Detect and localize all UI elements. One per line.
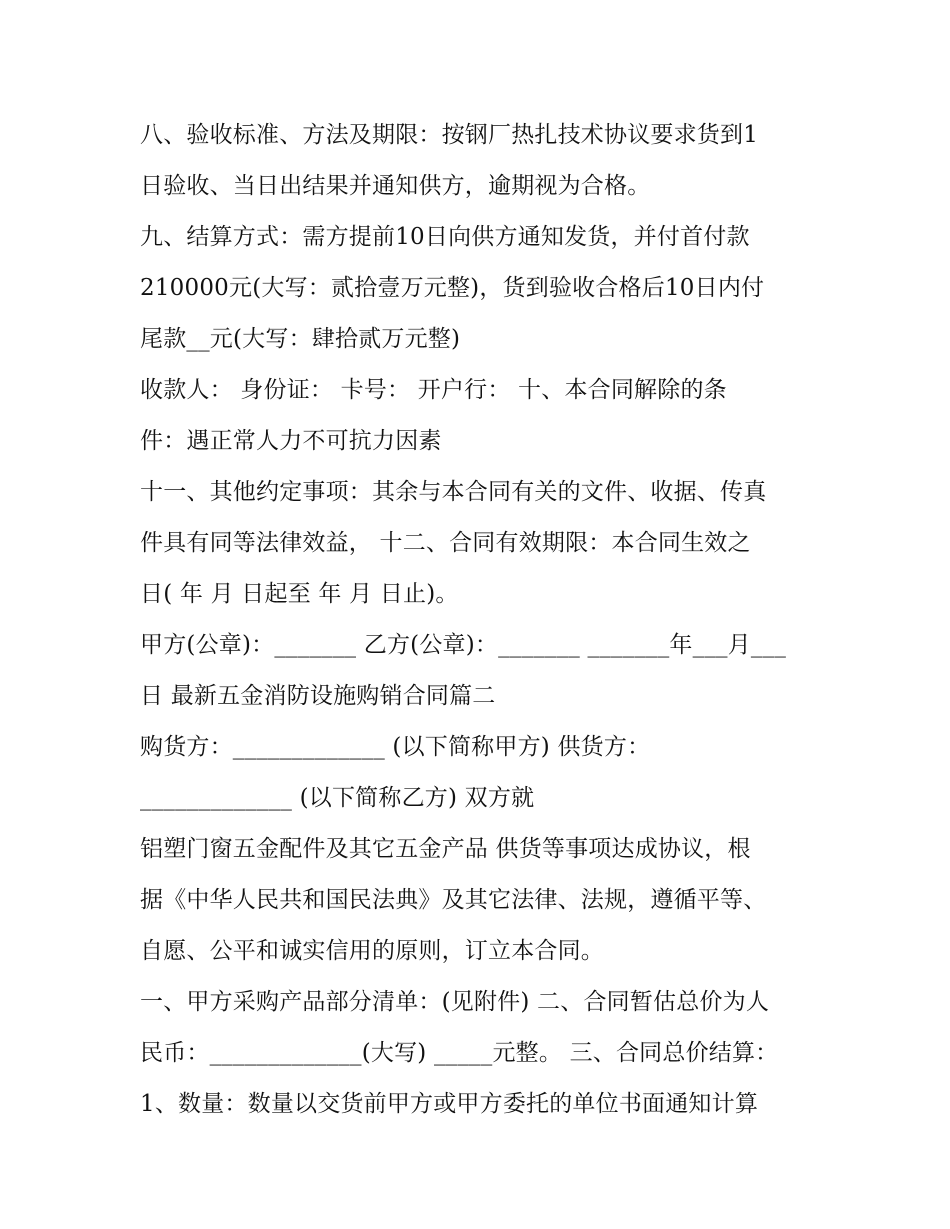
text-line-15: 铝塑门窗五金配件及其它五金产品 供货等事项达成协议，根 <box>140 836 751 862</box>
text-line-14: _____________ (以下简称乙方) 双方就 <box>140 785 535 811</box>
text-line-11: 甲方(公章)：_______ 乙方(公章)：_______ _______年___月___ <box>140 632 787 658</box>
text-line-19: 民币：_____________(大写) _____元整。 三、合同总价结算： <box>140 1040 779 1066</box>
text-line-17: 自愿、公平和诚实信用的原则，订立本合同。 <box>140 938 604 964</box>
text-line-2: 日验收、当日出结果并通知供方，逾期视为合格。 <box>140 173 651 199</box>
text-line-8: 十一、其他约定事项：其余与本合同有关的文件、收据、传真 <box>140 479 767 505</box>
text-line-1: 八、验收标准、方法及期限：按钢厂热扎技术协议要求货到1 <box>140 122 759 148</box>
text-line-7: 件：遇正常人力不可抗力因素 <box>140 428 442 454</box>
text-line-12: 日 最新五金消防设施购销合同篇二 <box>140 683 496 709</box>
text-line-4: 210000元(大写：贰拾壹万元整)，货到验收合格后10日内付 <box>140 275 765 301</box>
text-line-5: 尾款__元(大写：肆拾贰万元整) <box>140 326 461 352</box>
contract-text-body <box>140 110 820 1130</box>
text-line-16: 据《中华人民共和国民法典》及其它法律、法规，遵循平等、 <box>140 887 767 913</box>
text-line-9: 件具有同等法律效益， 十二、合同有效期限：本合同生效之 <box>140 530 751 556</box>
text-line-3: 九、结算方式：需方提前10日向供方通知发货，并付首付款 <box>140 224 750 250</box>
text-line-6: 收款人： 身份证： 卡号： 开户行： 十、本合同解除的条 <box>140 377 727 403</box>
text-line-13: 购货方：_____________ (以下简称甲方) 供货方： <box>140 734 651 760</box>
text-line-18: 一、甲方采购产品部分清单：(见附件) 二、合同暂估总价为人 <box>140 989 770 1015</box>
text-line-10: 日( 年 月 日起至 年 月 日止)。 <box>140 581 459 607</box>
text-line-20: 1、数量：数量以交货前甲方或甲方委托的单位书面通知计算 <box>140 1091 759 1117</box>
